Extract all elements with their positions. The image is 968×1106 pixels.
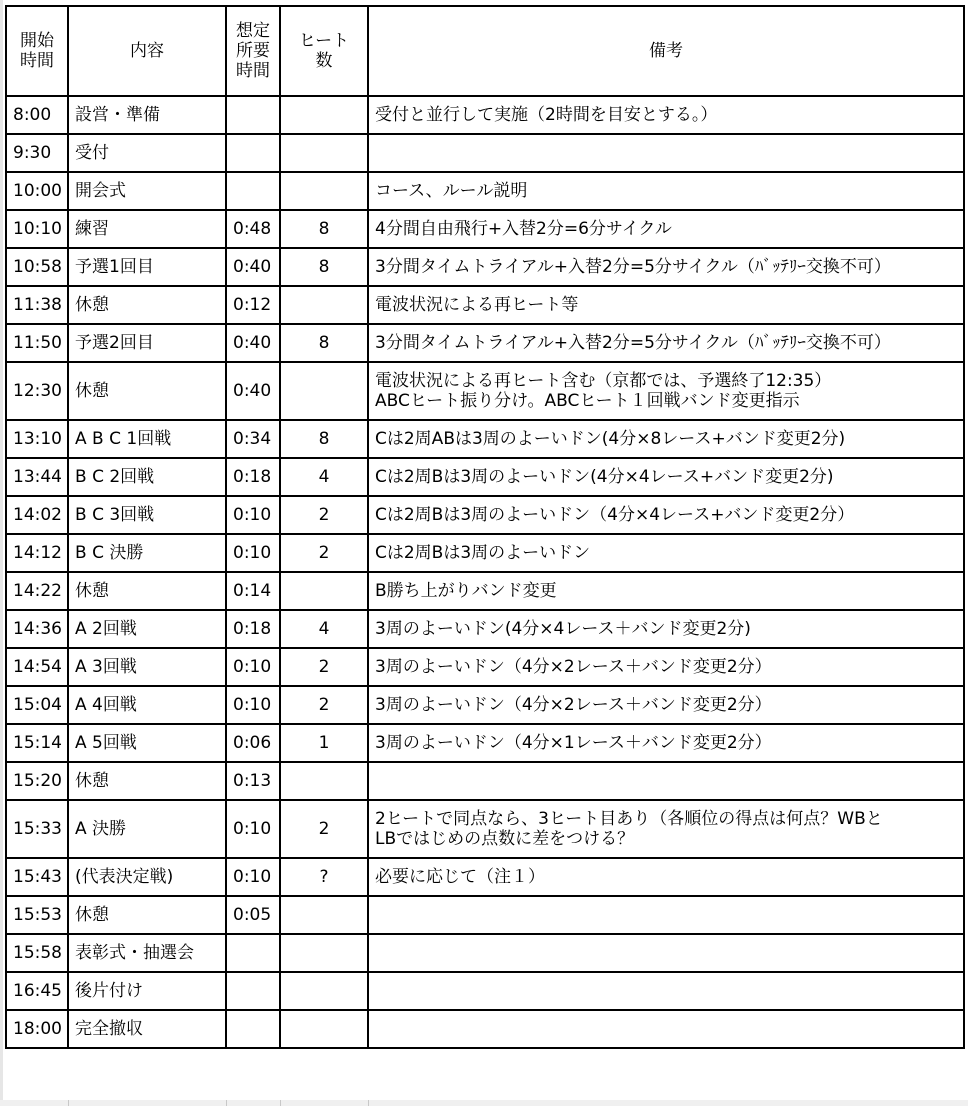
content-cell[interactable]: 休憩 — [68, 286, 226, 324]
heats-cell[interactable]: 8 — [280, 420, 368, 458]
header-content[interactable] — [68, 6, 226, 96]
table-row — [6, 800, 964, 858]
content-cell[interactable]: A 3回戦 — [68, 648, 226, 686]
duration-cell[interactable]: 0:40 — [226, 248, 280, 286]
heats-cell[interactable]: 2 — [280, 800, 368, 858]
heats-cell[interactable] — [280, 762, 368, 800]
header-row — [6, 6, 964, 96]
heats-cell[interactable]: 1 — [280, 724, 368, 762]
content-cell[interactable]: A 2回戦 — [68, 610, 226, 648]
table-row — [6, 1010, 964, 1048]
notes-cell[interactable] — [368, 934, 964, 972]
notes-line: 受付と並行して実施（2時間を目安とする。） — [375, 105, 718, 125]
content-cell[interactable]: 休憩 — [68, 896, 226, 934]
heats-cell[interactable] — [280, 362, 368, 420]
notes-cell[interactable] — [368, 762, 964, 800]
schedule-sheet — [5, 5, 963, 1049]
table-row — [6, 934, 964, 972]
table-row — [6, 96, 964, 134]
time-cell[interactable]: 12:30 — [6, 362, 68, 420]
schedule-table — [5, 5, 965, 1049]
header-heats[interactable] — [280, 6, 368, 96]
notes-cell[interactable] — [368, 248, 964, 286]
time-cell[interactable]: 15:43 — [6, 858, 68, 896]
header-start-time-line: 時間 — [20, 51, 54, 71]
heats-cell[interactable]: 4 — [280, 610, 368, 648]
table-row — [6, 686, 964, 724]
duration-cell[interactable]: 0:14 — [226, 572, 280, 610]
heats-cell[interactable] — [280, 96, 368, 134]
table-row — [6, 286, 964, 324]
time-cell[interactable]: 13:44 — [6, 458, 68, 496]
duration-cell[interactable]: 0:13 — [226, 762, 280, 800]
duration-cell[interactable]: 0:18 — [226, 610, 280, 648]
heats-cell[interactable] — [280, 572, 368, 610]
content-cell[interactable]: 予選2回目 — [68, 324, 226, 362]
content-cell[interactable]: 後片付け — [68, 972, 226, 1010]
duration-cell[interactable]: 0:18 — [226, 458, 280, 496]
notes-line: 3周のよーいドン（4分×2レース＋バンド変更2分） — [375, 657, 772, 677]
time-cell[interactable]: 11:38 — [6, 286, 68, 324]
time-cell[interactable]: 16:45 — [6, 972, 68, 1010]
duration-cell[interactable] — [226, 96, 280, 134]
duration-cell[interactable]: 0:05 — [226, 896, 280, 934]
notes-cell[interactable] — [368, 286, 964, 324]
table-row — [6, 324, 964, 362]
table-row — [6, 648, 964, 686]
sheet-bottom-edge — [0, 1100, 968, 1106]
notes-line: 電波状況による再ヒート等 — [375, 295, 579, 315]
notes-line: 4分間自由飛行+入替2分=6分サイクル — [375, 219, 672, 239]
notes-cell[interactable] — [368, 172, 964, 210]
time-cell[interactable]: 11:50 — [6, 324, 68, 362]
table-row — [6, 762, 964, 800]
time-cell[interactable]: 14:22 — [6, 572, 68, 610]
time-cell[interactable]: 10:00 — [6, 172, 68, 210]
content-cell[interactable]: 練習 — [68, 210, 226, 248]
notes-cell[interactable] — [368, 858, 964, 896]
header-duration-line: 所要 — [236, 41, 270, 61]
time-cell[interactable]: 14:36 — [6, 610, 68, 648]
notes-cell[interactable] — [368, 648, 964, 686]
content-cell[interactable]: B C 決勝 — [68, 534, 226, 572]
grid-line-stub — [226, 1100, 227, 1106]
notes-cell[interactable] — [368, 96, 964, 134]
notes-line: 3周のよーいドン（4分×1レース＋バンド変更2分） — [375, 733, 772, 753]
table-row — [6, 534, 964, 572]
time-cell[interactable]: 13:10 — [6, 420, 68, 458]
notes-line: B勝ち上がりバンド変更 — [375, 581, 557, 601]
table-row — [6, 572, 964, 610]
duration-cell[interactable] — [226, 134, 280, 172]
heats-cell[interactable] — [280, 972, 368, 1010]
duration-cell[interactable]: 0:06 — [226, 724, 280, 762]
sheet-left-edge — [0, 0, 3, 1106]
notes-cell[interactable] — [368, 324, 964, 362]
heats-cell[interactable] — [280, 934, 368, 972]
content-cell[interactable]: 休憩 — [68, 362, 226, 420]
notes-line: 3分間タイムトライアル+入替2分=5分サイクル（ﾊﾞｯﾃﾘｰ交換不可） — [375, 333, 891, 353]
notes-cell[interactable] — [368, 572, 964, 610]
notes-line: 3周のよーいドン(4分×4レース＋バンド変更2分) — [375, 619, 751, 639]
content-cell[interactable]: (代表決定戦) — [68, 858, 226, 896]
notes-cell[interactable] — [368, 724, 964, 762]
notes-cell[interactable] — [368, 496, 964, 534]
duration-cell[interactable]: 0:10 — [226, 800, 280, 858]
heats-cell[interactable]: 2 — [280, 496, 368, 534]
duration-cell[interactable]: 0:10 — [226, 534, 280, 572]
heats-cell[interactable]: 8 — [280, 210, 368, 248]
content-cell[interactable]: 設営・準備 — [68, 96, 226, 134]
duration-cell[interactable] — [226, 972, 280, 1010]
notes-line: Cは2周Bは3周のよーいドン（4分×4レース+バンド変更2分） — [375, 505, 855, 525]
table-row — [6, 134, 964, 172]
content-cell[interactable]: 休憩 — [68, 762, 226, 800]
content-cell[interactable]: 完全撤収 — [68, 1010, 226, 1048]
heats-cell[interactable] — [280, 172, 368, 210]
table-row — [6, 610, 964, 648]
header-heats-line: 数 — [315, 51, 333, 71]
heats-cell[interactable]: 2 — [280, 648, 368, 686]
content-cell[interactable]: B C 3回戦 — [68, 496, 226, 534]
grid-line-stub — [280, 1100, 281, 1106]
notes-cell[interactable] — [368, 972, 964, 1010]
duration-cell[interactable] — [226, 172, 280, 210]
time-cell[interactable]: 15:14 — [6, 724, 68, 762]
time-cell[interactable]: 15:20 — [6, 762, 68, 800]
time-cell[interactable]: 14:12 — [6, 534, 68, 572]
content-cell[interactable]: B C 2回戦 — [68, 458, 226, 496]
duration-cell[interactable]: 0:48 — [226, 210, 280, 248]
heats-cell[interactable]: 8 — [280, 324, 368, 362]
grid-line-stub — [368, 1100, 369, 1106]
table-row — [6, 972, 964, 1010]
duration-cell[interactable]: 0:12 — [226, 286, 280, 324]
table-row — [6, 896, 964, 934]
header-notes-label: 備考 — [649, 41, 683, 61]
duration-cell[interactable]: 0:10 — [226, 648, 280, 686]
notes-line: Cは2周ABは3周のよーいドン(4分×8レース+バンド変更2分) — [375, 429, 846, 449]
table-row — [6, 362, 964, 420]
notes-line: コース、ルール説明 — [375, 181, 528, 201]
notes-cell[interactable] — [368, 896, 964, 934]
duration-cell[interactable]: 0:10 — [226, 496, 280, 534]
notes-cell[interactable] — [368, 420, 964, 458]
duration-cell[interactable]: 0:10 — [226, 858, 280, 896]
notes-cell[interactable] — [368, 686, 964, 724]
header-duration-line: 想定 — [236, 21, 270, 41]
content-cell[interactable]: A B C 1回戦 — [68, 420, 226, 458]
notes-line: 電波状況による再ヒート含む（京都では、予選終了12:35） — [375, 371, 832, 391]
table-row — [6, 248, 964, 286]
notes-cell[interactable] — [368, 210, 964, 248]
content-cell[interactable]: 開会式 — [68, 172, 226, 210]
content-cell[interactable]: A 4回戦 — [68, 686, 226, 724]
duration-cell[interactable] — [226, 1010, 280, 1048]
notes-line: 2ヒートで同点なら、3ヒート目あり（各順位の得点は何点？WBと — [375, 809, 883, 829]
notes-line: 3周のよーいドン（4分×2レース＋バンド変更2分） — [375, 695, 772, 715]
duration-cell[interactable]: 0:10 — [226, 686, 280, 724]
content-cell[interactable]: 休憩 — [68, 572, 226, 610]
header-notes[interactable] — [368, 6, 964, 96]
schedule-body — [6, 96, 964, 1048]
notes-line: Cは2周Bは3周のよーいドン(4分×4レース+バンド変更2分) — [375, 467, 834, 487]
time-cell[interactable]: 14:54 — [6, 648, 68, 686]
header-duration[interactable] — [226, 6, 280, 96]
duration-cell[interactable]: 0:34 — [226, 420, 280, 458]
table-row — [6, 858, 964, 896]
content-cell[interactable]: A 5回戦 — [68, 724, 226, 762]
notes-cell[interactable] — [368, 610, 964, 648]
notes-line: ABCヒート振り分け。ABCヒート１回戦バンド変更指示 — [375, 391, 800, 411]
heats-cell[interactable]: ? — [280, 858, 368, 896]
time-cell[interactable]: 15:58 — [6, 934, 68, 972]
table-row — [6, 458, 964, 496]
time-cell[interactable]: 15:33 — [6, 800, 68, 858]
heats-cell[interactable]: 8 — [280, 248, 368, 286]
header-heats-line: ヒート — [298, 31, 350, 51]
time-cell[interactable]: 14:02 — [6, 496, 68, 534]
duration-cell[interactable]: 0:40 — [226, 362, 280, 420]
time-cell[interactable]: 8:00 — [6, 96, 68, 134]
heats-cell[interactable]: 2 — [280, 534, 368, 572]
grid-line-stub — [68, 1100, 69, 1106]
notes-cell[interactable] — [368, 362, 964, 420]
notes-cell[interactable] — [368, 134, 964, 172]
time-cell[interactable]: 18:00 — [6, 1010, 68, 1048]
notes-cell[interactable] — [368, 1010, 964, 1048]
duration-cell[interactable]: 0:40 — [226, 324, 280, 362]
header-start-time[interactable] — [6, 6, 68, 96]
time-cell[interactable]: 10:58 — [6, 248, 68, 286]
notes-line: 3分間タイムトライアル+入替2分=5分サイクル（ﾊﾞｯﾃﾘｰ交換不可） — [375, 257, 891, 277]
heats-cell[interactable]: 4 — [280, 458, 368, 496]
duration-cell[interactable] — [226, 934, 280, 972]
notes-line: LBではじめの点数に差をつける？ — [375, 829, 635, 849]
table-row — [6, 724, 964, 762]
content-cell[interactable]: 予選1回目 — [68, 248, 226, 286]
notes-cell[interactable] — [368, 800, 964, 858]
header-start-time-line: 開始 — [20, 31, 54, 51]
content-cell[interactable]: 表彰式・抽選会 — [68, 934, 226, 972]
table-row — [6, 210, 964, 248]
header-duration-line: 時間 — [236, 61, 270, 81]
table-row — [6, 496, 964, 534]
heats-cell[interactable]: 2 — [280, 686, 368, 724]
header-content-label: 内容 — [130, 41, 164, 61]
notes-line: 必要に応じて（注１） — [375, 867, 545, 887]
time-cell[interactable]: 15:53 — [6, 896, 68, 934]
time-cell[interactable]: 15:04 — [6, 686, 68, 724]
heats-cell[interactable] — [280, 1010, 368, 1048]
heats-cell[interactable] — [280, 896, 368, 934]
time-cell[interactable]: 9:30 — [6, 134, 68, 172]
table-row — [6, 172, 964, 210]
heats-cell[interactable] — [280, 286, 368, 324]
heats-cell[interactable] — [280, 134, 368, 172]
table-row — [6, 420, 964, 458]
content-cell[interactable]: 受付 — [68, 134, 226, 172]
notes-line: Cは2周Bは3周のよーいドン — [375, 543, 591, 563]
content-cell[interactable]: A 決勝 — [68, 800, 226, 858]
notes-cell[interactable] — [368, 458, 964, 496]
notes-cell[interactable] — [368, 534, 964, 572]
time-cell[interactable]: 10:10 — [6, 210, 68, 248]
